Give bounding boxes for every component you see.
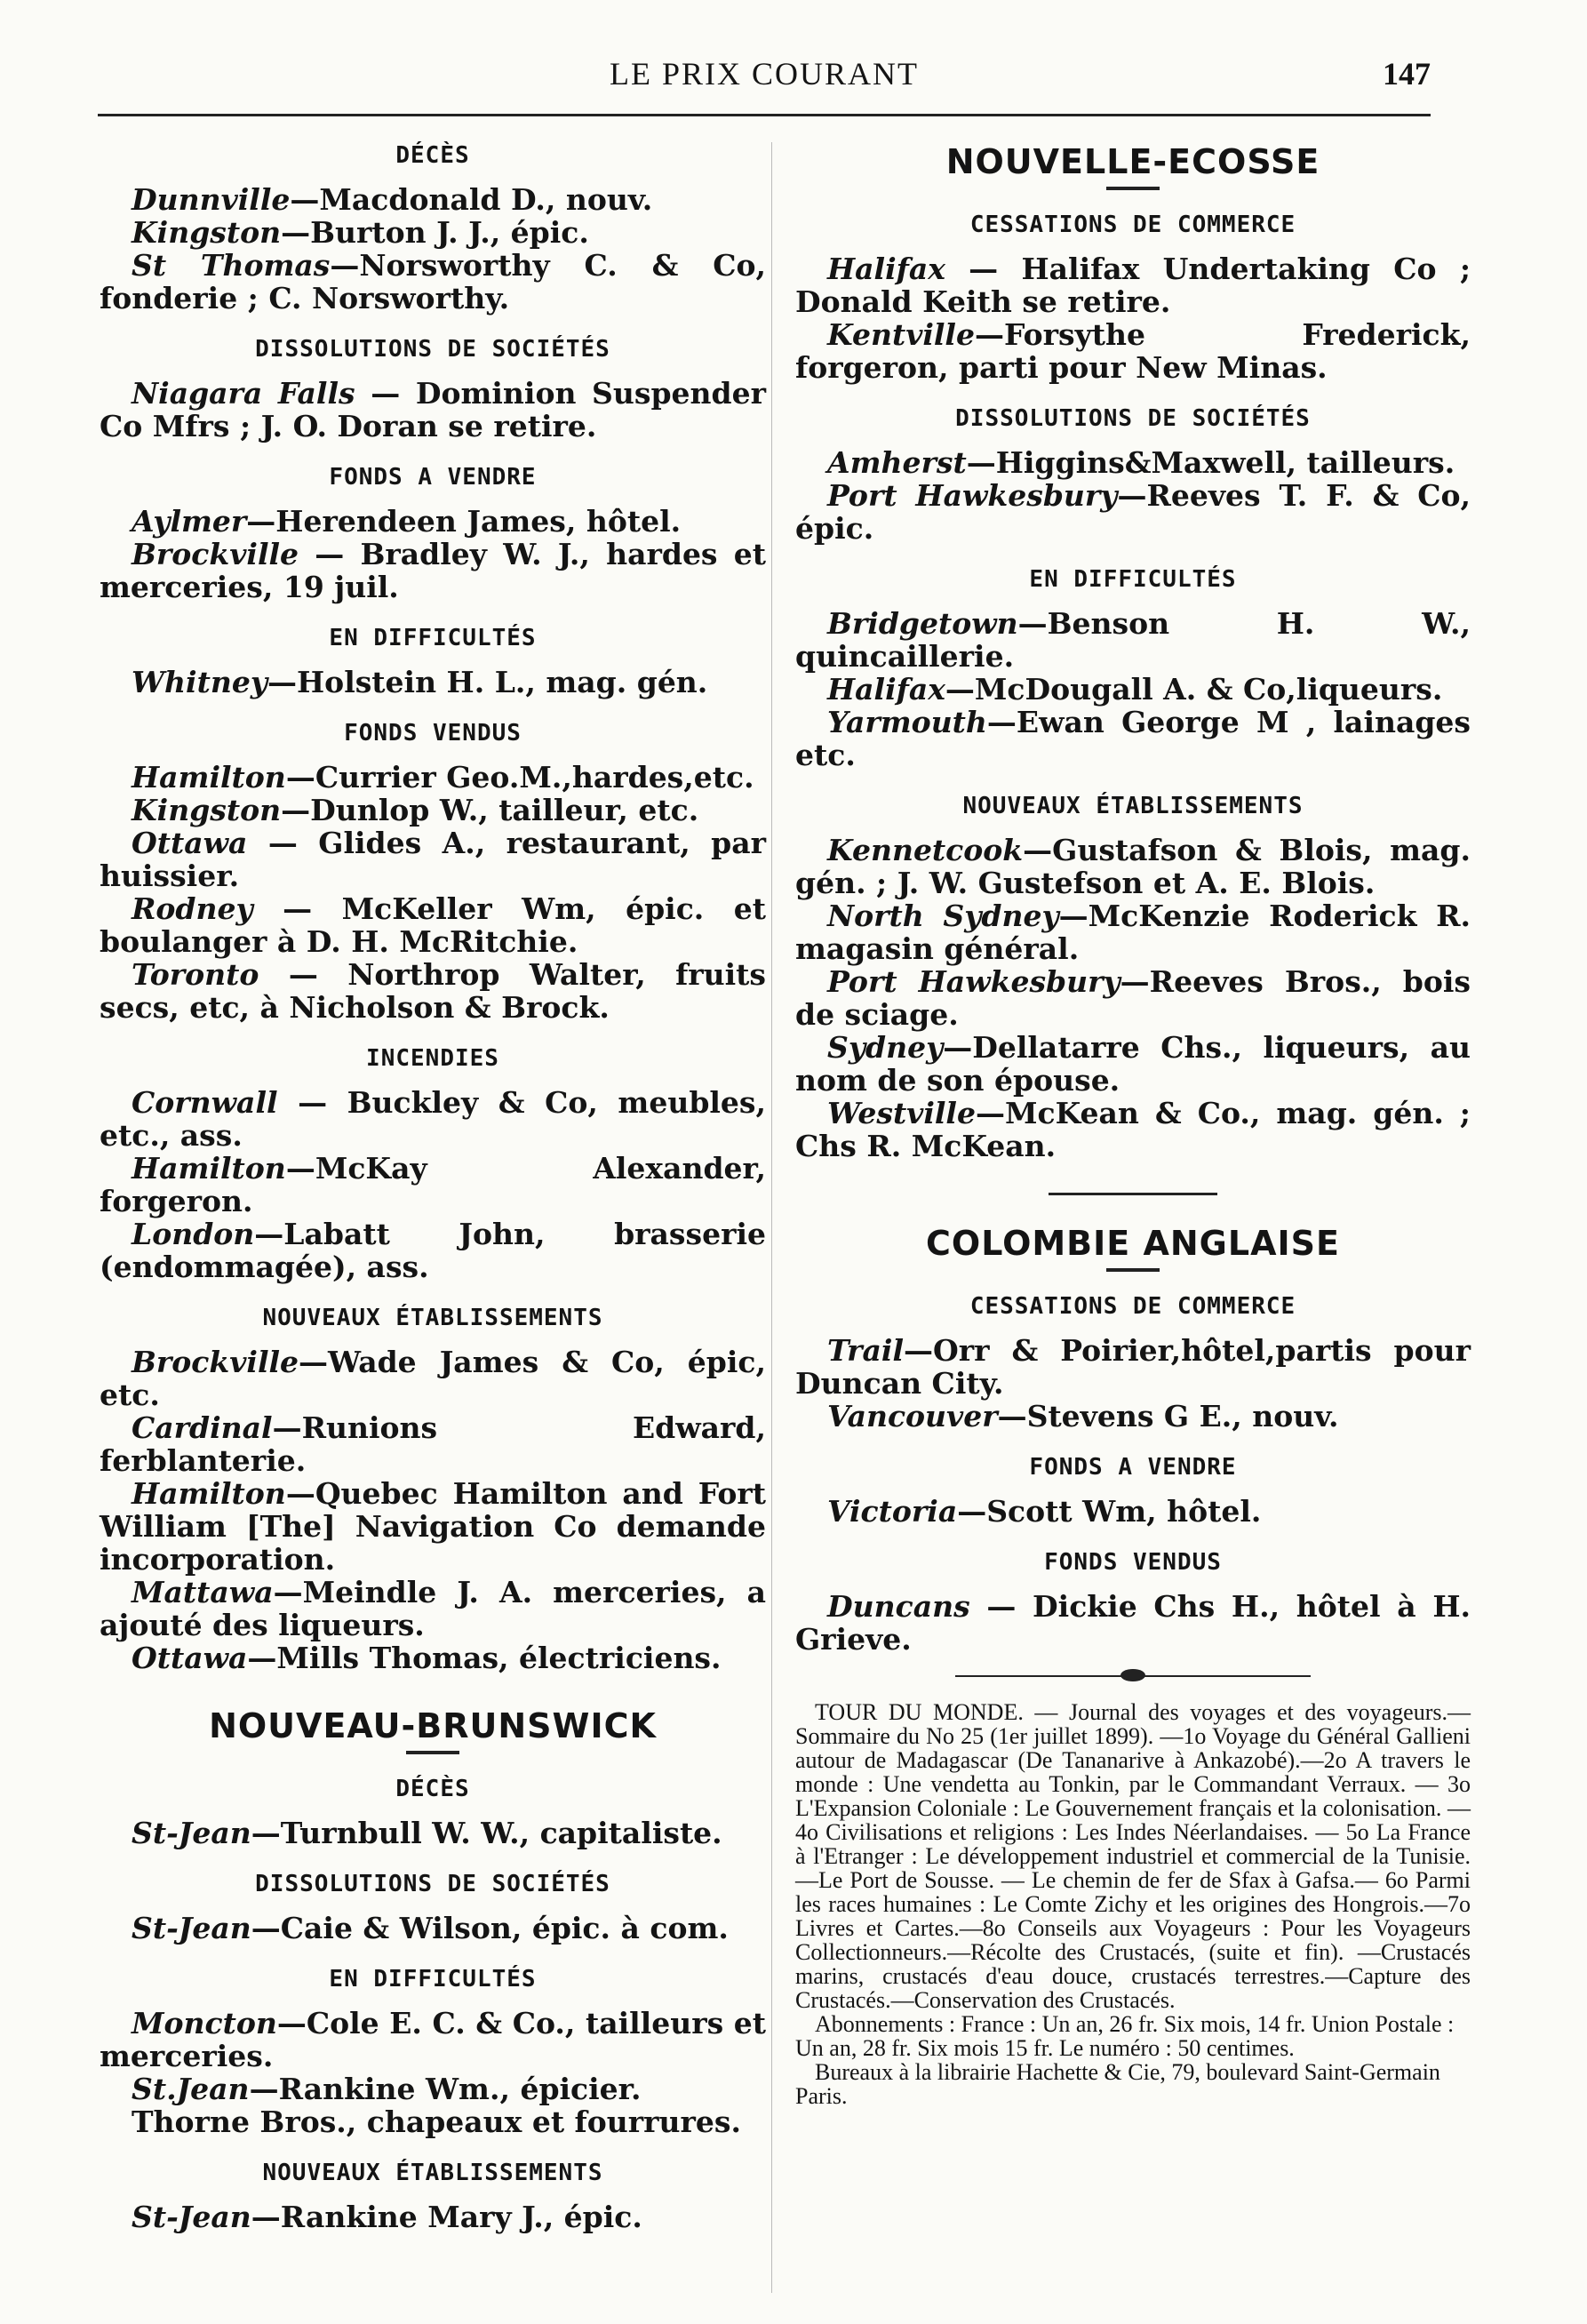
entry-place: St Thomas — [132, 248, 331, 283]
entry — [100, 505, 766, 538]
column-divider — [771, 142, 772, 2293]
section-heading: FONDS VENDUS — [1044, 1549, 1222, 1576]
entry — [100, 1912, 766, 1945]
entry-place: Kingston — [132, 215, 282, 250]
entry — [100, 1477, 766, 1576]
section-heading: CESSATIONS DE COMMERCE — [969, 212, 1296, 238]
entry — [795, 1334, 1471, 1400]
entry-place: St-Jean — [132, 1911, 251, 1945]
entry-place: Duncans — [827, 1589, 970, 1624]
entry-text: —Quebec Hamilton and Fort William [The] Navigation Co demande incorporation. — [100, 1476, 766, 1577]
entry — [100, 183, 766, 216]
entry-list — [795, 1334, 1471, 1433]
entry — [100, 1218, 766, 1283]
page-header — [98, 55, 1431, 100]
entry-list — [100, 666, 766, 699]
entry-place: Halifax — [827, 672, 945, 707]
entry-place: St-Jean — [132, 2200, 251, 2234]
short-rule — [1106, 187, 1160, 190]
entry-list — [795, 252, 1471, 384]
entry — [795, 1031, 1471, 1097]
entry-place: Rodney — [132, 891, 253, 926]
page-number: 147 — [1383, 56, 1431, 92]
section-heading: EN DIFFICULTÉS — [1029, 566, 1237, 593]
entry-text: —Wade James & Co, épic, etc. — [100, 1345, 766, 1412]
entry — [795, 965, 1471, 1031]
entry-text: — Bradley W. J., hardes et merceries, 19 juil. — [100, 537, 766, 604]
entry-list — [100, 1346, 766, 1674]
entry-text: — McKeller Wm, épic. et boulanger à D. H. McRitchie. — [100, 891, 766, 959]
entry-text: —Cole E. C. & Co., tailleurs et merceries. — [100, 2006, 766, 2073]
entry-text: — Buckley & Co, meubles, etc., ass. — [100, 1085, 766, 1153]
entry — [100, 2072, 766, 2105]
left-column — [100, 142, 766, 2233]
entry-list — [100, 183, 766, 315]
entry-place: Brockville — [132, 537, 299, 571]
section-heading: FONDS A VENDRE — [1029, 1454, 1237, 1481]
entry — [795, 1495, 1471, 1528]
section-heading: DISSOLUTIONS DE SOCIÉTÉS — [955, 405, 1311, 432]
entry-text: —McDougall A. & Co,liqueurs. — [945, 672, 1443, 707]
section-heading: CESSATIONS DE COMMERCE — [969, 1293, 1296, 1320]
entry — [795, 607, 1471, 673]
province-heading: COLOMBIE ANGLAISE — [926, 1224, 1340, 1263]
section-heading: NOUVEAUX ÉTABLISSEMENTS — [262, 2160, 603, 2186]
entry-text: Thorne Bros., chapeaux et fourrures. — [132, 2104, 741, 2139]
section-heading: NOUVEAUX ÉTABLISSEMENTS — [962, 793, 1304, 819]
entry-place: Trail — [827, 1333, 904, 1368]
entry-place: Sydney — [827, 1030, 944, 1065]
entry-text: —Burton J. J., épic. — [281, 215, 589, 250]
entry-place: Yarmouth — [827, 705, 987, 739]
entry-list — [100, 377, 766, 443]
entry — [795, 1097, 1471, 1162]
entry — [100, 1152, 766, 1218]
entry-text: — Dominion Suspender Co Mfrs ; J. O. Doran se retire. — [100, 376, 766, 443]
entry-place: Niagara Falls — [132, 376, 355, 411]
entry-text: —Mills Thomas, électriciens. — [247, 1641, 722, 1675]
entry-place: Hamilton — [132, 1151, 286, 1186]
province-heading: NOUVEAU-BRUNSWICK — [209, 1706, 657, 1745]
entry-list — [100, 1912, 766, 1945]
section-heading: DÉCÈS — [395, 1776, 470, 1802]
entry-place: Kingston — [132, 793, 282, 827]
entry-text: —Norsworthy C. & Co, fonderie ; C. Norsworthy. — [100, 248, 766, 315]
entry-text: —Holstein H. L., mag. gén. — [267, 665, 708, 699]
section-heading: FONDS A VENDRE — [329, 464, 537, 491]
entry — [795, 673, 1471, 706]
entry — [100, 2200, 766, 2233]
section-heading: EN DIFFICULTÉS — [329, 1966, 537, 1993]
entry — [795, 1400, 1471, 1433]
entry — [100, 1411, 766, 1477]
entry-text: —Gustafson & Blois, mag. gén. ; J. W. Gustefson et A. E. Blois. — [795, 833, 1471, 900]
section-heading: FONDS VENDUS — [344, 720, 522, 747]
section-heading: INCENDIES — [366, 1045, 499, 1072]
entry-place: St.Jean — [132, 2072, 250, 2106]
entry-place: Dunnville — [132, 182, 291, 217]
entry-place: Kentville — [827, 317, 975, 352]
entry-text: — Glides A., restaurant, par huissier. — [100, 826, 766, 893]
entry-list — [795, 607, 1471, 771]
entry-place: Westville — [827, 1096, 976, 1130]
entry-text: —Turnbull W. W., capitaliste. — [251, 1816, 722, 1850]
entry — [100, 1817, 766, 1849]
entry — [795, 252, 1471, 318]
entry-text: —Benson H. W., quincaillerie. — [795, 606, 1471, 674]
entry — [100, 794, 766, 827]
entry-place: London — [132, 1217, 255, 1251]
entry-list — [100, 1086, 766, 1283]
entry-place: Toronto — [132, 957, 259, 992]
notice-bureaux: Bureaux à la librairie Hachette & Cie, 79, boulevard Saint-Germain Paris. — [795, 2059, 1440, 2109]
entry-text: —Labatt John, brasserie (endommagée), ass. — [100, 1217, 766, 1284]
entry-list — [795, 834, 1471, 1162]
entry — [100, 1086, 766, 1152]
entry-place: North Sydney — [827, 898, 1059, 933]
entry-place: Mattawa — [132, 1575, 274, 1609]
entry-place: Vancouver — [827, 1399, 998, 1434]
notice-body: TOUR DU MONDE. — Journal des voyages et des voyageurs.—Sommaire du No 25 (1er juillet 1899). —1o Voyage du Général Gallieni autour de Madagascar (De Tananarive à Ankazobé).—2o A travers le monde : Une vendetta au Tonkin, par le Commandant Verraux. — 3o L'Expansion Coloniale : Le Gouvernement français et la colonisation. — 4o Civilisations et religions : Les Indes Néerlandaises. — 5o La France à l'Etranger : Le développement industriel et commercial de la Tunisie.—Le Port de Sousse. — Le chemin de fer de Sfax à Gafsa.— 6o Parmi les races humaines : Le Comte Zichy et les origines des Hongrois.—7o Livres et Cartes.—8o Conseils aux Voyageurs : Pour les Voyageurs Collectionneurs.—Récolte des Crustacés, (suite et fin). —Crustacés marins, crustacés d'eau douce, crustacés terrestres.—Capture des Crustacés.—Conservation des Crustacés. — [795, 1699, 1471, 2013]
entry-place: Hamilton — [132, 760, 286, 795]
province-heading: NOUVELLE-ECOSSE — [945, 142, 1320, 181]
entry-text: —Dellatarre Chs., liqueurs, au nom de son épouse. — [795, 1030, 1471, 1098]
entry — [795, 446, 1471, 479]
entry-place: Moncton — [132, 2006, 277, 2040]
entry-place: Ottawa — [132, 826, 248, 860]
section-heading: DISSOLUTIONS DE SOCIÉTÉS — [255, 1871, 610, 1897]
entry — [100, 1576, 766, 1641]
entry-text: —Herendeen James, hôtel. — [246, 504, 682, 539]
entry-list — [100, 505, 766, 603]
notice-subscription: Abonnements : France : Un an, 26 fr. Six mois, 14 fr. Union Postale : Un an, 28 fr. Six mois 15 fr. Le numéro : 50 centimes. — [795, 2011, 1455, 2061]
entry-place: Port Hawkesbury — [827, 964, 1120, 999]
entry-text: —Meindle J. A. merceries, a ajouté des liqueurs. — [100, 1575, 766, 1642]
entry — [100, 538, 766, 603]
entry — [795, 834, 1471, 899]
header-rule — [98, 114, 1431, 116]
entry — [100, 249, 766, 315]
entry-text: —Rankine Wm., épicier. — [249, 2072, 642, 2106]
entry-text: —McKay Alexander, forgeron. — [100, 1151, 766, 1218]
section-heading: NOUVEAUX ÉTABLISSEMENTS — [262, 1305, 603, 1331]
entry-list — [795, 1495, 1471, 1528]
entry-place: Port Hawkesbury — [827, 478, 1118, 513]
entry-place: Bridgetown — [827, 606, 1018, 641]
entry-place: Kennetcook — [827, 833, 1024, 867]
entry — [795, 318, 1471, 384]
entry — [795, 479, 1471, 545]
entry — [100, 892, 766, 958]
entry-text: — Northrop Walter, fruits secs, etc, à Nicholson & Brock. — [100, 957, 766, 1025]
entry-text: —Caie & Wilson, épic. à com. — [251, 1911, 729, 1945]
entry-text: —Higgins&Maxwell, tailleurs. — [966, 445, 1455, 480]
entry-place: Ottawa — [132, 1641, 248, 1675]
entry-place: Aylmer — [132, 504, 247, 539]
entry-text: —Scott Wm, hôtel. — [957, 1494, 1262, 1529]
entry — [100, 216, 766, 249]
entry-place: Hamilton — [132, 1476, 286, 1511]
entry — [100, 377, 766, 443]
entry-text: —McKenzie Roderick R. magasin général. — [795, 898, 1471, 966]
entry-list — [100, 1817, 766, 1849]
section-heading: DISSOLUTIONS DE SOCIÉTÉS — [255, 336, 610, 363]
section-heading: EN DIFFICULTÉS — [329, 625, 537, 651]
entry-text: —McKean & Co., mag. gén. ; Chs R. McKean. — [795, 1096, 1471, 1163]
entry-place: Cardinal — [132, 1410, 273, 1445]
entry-text: —Reeves T. F. & Co, épic. — [795, 478, 1471, 546]
entry — [100, 2105, 766, 2138]
entry-text: —Currier Geo.M.,hardes,etc. — [285, 760, 754, 795]
entry — [795, 899, 1471, 965]
entry-place: Amherst — [827, 445, 967, 480]
short-rule — [1106, 1268, 1160, 1272]
entry-text: —Ewan George M , lainages etc. — [795, 705, 1471, 772]
entry-text: —Runions Edward, ferblanterie. — [100, 1410, 766, 1478]
entry — [795, 706, 1471, 771]
entry-place: Victoria — [827, 1494, 958, 1529]
right-column — [795, 142, 1471, 2108]
entry-text: —Macdonald D., nouv. — [290, 182, 653, 217]
entry-text: —Orr & Poirier,hôtel,partis pour Duncan City. — [795, 1333, 1471, 1401]
entry-text: — Dickie Chs H., hôtel à H. Grieve. — [795, 1589, 1471, 1657]
running-title: LE PRIX COURANT — [609, 56, 919, 92]
entry — [100, 827, 766, 892]
entry-place: Whitney — [132, 665, 267, 699]
entry — [100, 958, 766, 1024]
entry-list — [100, 2200, 766, 2233]
entry — [100, 1346, 766, 1411]
section-heading: DÉCÈS — [395, 142, 470, 169]
entry-list — [795, 446, 1471, 545]
entry-place: Halifax — [827, 252, 945, 286]
entry-text: —Forsythe Frederick, forgeron, parti pour New Minas. — [795, 317, 1471, 385]
entry-list — [795, 1590, 1471, 1656]
entry-text: — Halifax Undertaking Co ; Donald Keith se retire. — [795, 252, 1471, 319]
entry — [100, 2007, 766, 2072]
entry — [100, 761, 766, 794]
entry-text: —Dunlop W., tailleur, etc. — [281, 793, 699, 827]
entry-text: —Rankine Mary J., épic. — [251, 2200, 642, 2234]
entry — [100, 1641, 766, 1674]
entry — [100, 666, 766, 699]
entry-place: St-Jean — [132, 1816, 251, 1850]
ornament-rule — [955, 1675, 1311, 1677]
entry-text: —Stevens G E., nouv. — [997, 1399, 1339, 1434]
entry-list — [100, 2007, 766, 2138]
entry-place: Brockville — [132, 1345, 299, 1379]
section-separator — [1049, 1193, 1217, 1195]
entry-text: —Reeves Bros., bois de sciage. — [795, 964, 1471, 1032]
entry — [795, 1590, 1471, 1656]
entry-list — [100, 761, 766, 1024]
short-rule — [406, 1751, 459, 1754]
entry-place: Cornwall — [132, 1085, 278, 1120]
